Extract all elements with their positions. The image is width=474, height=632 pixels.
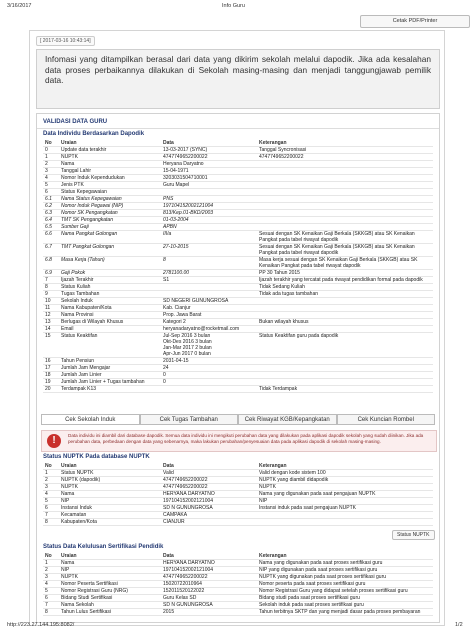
row-keterangan: Ijazah terakhir yang tercatat pada riwayat pendidikan formal pada dapodik	[257, 277, 433, 284]
row-data	[161, 291, 257, 298]
table-row	[43, 196, 433, 203]
table-row	[43, 491, 433, 498]
row-no: 3	[43, 484, 59, 491]
col-data: Data	[161, 553, 257, 560]
row-keterangan	[257, 182, 433, 189]
row-no: 4	[43, 175, 59, 182]
table-row	[43, 567, 433, 574]
row-keterangan: NUPTK yang diambil didapodik	[257, 477, 433, 484]
table-row	[43, 498, 433, 505]
row-no: 6.6	[43, 231, 59, 244]
check-tabs	[41, 414, 435, 425]
row-data: 2781100.00	[161, 270, 257, 277]
col-no: No	[43, 553, 59, 560]
row-no: 6.7	[43, 244, 59, 257]
row-data: Kategori 2	[161, 319, 257, 326]
table-row	[43, 175, 433, 182]
table-row	[43, 298, 433, 305]
row-keterangan: NUPTK yang digunakan pada saat proses sertifikasi guru	[257, 574, 433, 581]
table-row	[43, 312, 433, 319]
table-row	[43, 154, 433, 161]
row-keterangan: Sesuai dengan SK Kenaikan Gaji Berkala (SKKGB) atau SK Kenaikan Pangkat pada tabel riwayat dapodik	[257, 231, 433, 244]
alert-text: Data individu ini diambil dari database dapodik. Semua data individu ini mengikuti perubahan data yang dilakukan pada aplikasi dapodik sekolah yang sudah diinikan. Jika ada perubahan data, perbedaan dengan data yang sebenarnya, maka lakukan perubahan/penyesuaian data pada aplikasi dapodik di sekolah masing-masing.	[68, 433, 424, 444]
row-keterangan	[257, 175, 433, 182]
print-title: Info Guru	[222, 3, 245, 9]
row-keterangan: Sekolah induk pada saat proses sertifikasi guru	[257, 602, 433, 609]
row-data: PNS	[161, 196, 257, 203]
table-row	[43, 386, 433, 393]
table-row	[43, 372, 433, 379]
row-data: Guru Kelas SD	[161, 595, 257, 602]
row-uraian: Nama Pangkat Golongan	[59, 231, 161, 244]
row-data: 8	[161, 257, 257, 270]
row-data: 197104152002121004	[161, 203, 257, 210]
row-data: 3203031504710001	[161, 175, 257, 182]
row-uraian: Nama Status Kepegawaian	[59, 196, 161, 203]
table-row	[43, 609, 433, 616]
validation-box	[36, 113, 440, 623]
row-uraian: Status Keaktifan	[59, 333, 161, 358]
row-data: S1	[161, 277, 257, 284]
sertifikasi-title: Status Data Kelulusan Sertifikasi Pendidik	[43, 544, 164, 550]
row-keterangan: Nomor peserta pada saat proses sertifikasi guru	[257, 581, 433, 588]
row-keterangan	[257, 298, 433, 305]
row-uraian: NUPTK (dapodik)	[59, 477, 161, 484]
tab-cek-riwayat-kgb[interactable]: Cek Riwayat KGB/Kepangkatan	[238, 414, 337, 425]
table-row	[43, 365, 433, 372]
row-data: 152011520122022	[161, 588, 257, 595]
row-keterangan	[257, 326, 433, 333]
row-no: 11	[43, 305, 59, 312]
table-row	[43, 588, 433, 595]
row-no: 14	[43, 326, 59, 333]
row-keterangan: Nama yang digunakan pada saat pengajuan NUPTK	[257, 491, 433, 498]
warning-icon: !	[47, 434, 61, 448]
row-uraian: Terdampak K13	[59, 386, 161, 393]
row-uraian: Nama Kabupaten/Kota	[59, 305, 161, 312]
row-keterangan: Sesuai dengan SK Kenaikan Gaji Berkala (SKKGB) atau SK Kenaikan Pangkat pada tabel riwayat dapodik	[257, 244, 433, 257]
row-no: 3	[43, 168, 59, 175]
row-no: 13	[43, 319, 59, 326]
row-data: SD N GUNUNGROSA	[161, 602, 257, 609]
print-page: 1/2	[455, 622, 463, 628]
table-row	[43, 477, 433, 484]
table-row	[43, 291, 433, 298]
row-data: Valid	[161, 470, 257, 477]
row-no: 12	[43, 312, 59, 319]
row-keterangan	[257, 519, 433, 526]
table-row	[43, 358, 433, 365]
row-no: 7	[43, 602, 59, 609]
tab-cek-tugas-tambahan[interactable]: Cek Tugas Tambahan	[140, 414, 239, 425]
row-uraian: Tahun Lulus Sertifikasi	[59, 609, 161, 616]
table-row	[43, 512, 433, 519]
row-keterangan: Tahun terbitnya SKTP dan yang menjadi dasar pada proses pembayaran	[257, 609, 433, 616]
row-data: CIANJUR	[161, 519, 257, 526]
row-no: 6.2	[43, 203, 59, 210]
col-uraian: Uraian	[59, 463, 161, 470]
table-row	[43, 217, 433, 224]
row-no: 8	[43, 609, 59, 616]
info-alert	[41, 430, 437, 452]
row-keterangan: Nomor Registrasi Guru yang didapat setelah proses sertifikasi guru	[257, 588, 433, 595]
table-row	[43, 305, 433, 312]
row-data: 27-10-2015	[161, 244, 257, 257]
row-no: 8	[43, 284, 59, 291]
row-no: 6	[43, 505, 59, 512]
info-card	[29, 30, 445, 626]
table-row	[43, 210, 433, 217]
row-uraian: NUPTK	[59, 484, 161, 491]
table-row	[43, 244, 433, 257]
row-uraian: Jumlah Jam Mengajar	[59, 365, 161, 372]
table-row	[43, 189, 433, 196]
row-keterangan: 4747749652200022	[257, 154, 433, 161]
row-uraian: Sumber Gaji	[59, 224, 161, 231]
row-keterangan	[257, 196, 433, 203]
divider	[37, 128, 439, 129]
row-no: 1	[43, 470, 59, 477]
row-keterangan: Bukan wilayah khusus	[257, 319, 433, 326]
row-uraian: Status NUPTK	[59, 470, 161, 477]
row-data: 13-03-2017 (SYNC)	[161, 147, 257, 154]
row-uraian: Gaji Pokok	[59, 270, 161, 277]
row-uraian: Tugas Tambahan	[59, 291, 161, 298]
row-keterangan	[257, 379, 433, 386]
row-no: 2	[43, 477, 59, 484]
row-keterangan	[257, 217, 433, 224]
row-data: SD N GUNUNGROSA	[161, 505, 257, 512]
table-row	[43, 231, 433, 244]
validasi-title: VALIDASI DATA GURU	[43, 119, 108, 125]
row-keterangan	[257, 358, 433, 365]
table-row	[43, 277, 433, 284]
table-row	[43, 333, 433, 358]
row-keterangan: Tidak Terdampak	[257, 386, 433, 393]
row-data: CAMPAKA	[161, 512, 257, 519]
row-keterangan: NIP	[257, 498, 433, 505]
row-uraian: TMT Pangkat Golongan	[59, 244, 161, 257]
row-data: 197104152002121004	[161, 567, 257, 574]
row-no: 19	[43, 379, 59, 386]
row-no: 5	[43, 588, 59, 595]
row-uraian: Ijazah Terakhir	[59, 277, 161, 284]
row-no: 6.9	[43, 270, 59, 277]
row-keterangan	[257, 203, 433, 210]
row-keterangan	[257, 161, 433, 168]
row-data: SD NEGERI GUNUNGROSA	[161, 298, 257, 305]
row-no: 6.3	[43, 210, 59, 217]
row-keterangan: Tidak ada tugas tambahan	[257, 291, 433, 298]
row-no: 8	[43, 519, 59, 526]
row-uraian: Update data terakhir	[59, 147, 161, 154]
row-data	[161, 189, 257, 196]
row-no: 1	[43, 154, 59, 161]
row-uraian: Nomor Peserta Sertifikasi	[59, 581, 161, 588]
col-keterangan: Keterangan	[257, 553, 433, 560]
row-data: 4747749652200022	[161, 477, 257, 484]
row-uraian: Nomor SK Pengangkatan	[59, 210, 161, 217]
row-keterangan	[257, 305, 433, 312]
row-keterangan	[257, 372, 433, 379]
validasi-subtitle: Data Individu Berdasarkan Dapodik	[43, 131, 145, 137]
row-no: 5	[43, 498, 59, 505]
row-uraian: Nama Sekolah	[59, 602, 161, 609]
sertifikasi-rows	[43, 560, 433, 616]
table-row	[43, 505, 433, 512]
col-no: No	[43, 463, 59, 470]
row-data: Heryana Daryatno	[161, 161, 257, 168]
row-no: 7	[43, 512, 59, 519]
row-uraian: Tahun Pensiun	[59, 358, 161, 365]
row-keterangan	[257, 224, 433, 231]
row-uraian: Instansi Induk	[59, 505, 161, 512]
table-row	[43, 257, 433, 270]
row-data: HERYANA DARYATNO	[161, 491, 257, 498]
row-keterangan: NIP yang digunakan pada saat proses sertifikasi guru	[257, 567, 433, 574]
row-data: 2031-04-15	[161, 358, 257, 365]
table-row	[43, 595, 433, 602]
row-uraian: Kecamatan	[59, 512, 161, 519]
table-row	[43, 560, 433, 567]
row-uraian: Nama	[59, 560, 161, 567]
row-keterangan	[257, 512, 433, 519]
row-uraian: Berlugas di Wilayah Khusus	[59, 319, 161, 326]
row-keterangan: Tanggal Syncronisasi	[257, 147, 433, 154]
col-keterangan: Keterangan	[257, 140, 433, 147]
row-no: 15	[43, 333, 59, 358]
row-data: Prop. Jawa Barat	[161, 312, 257, 319]
row-data: Guru Mapel	[161, 182, 257, 189]
row-uraian: NUPTK	[59, 574, 161, 581]
sync-timestamp: [ 2017-03-16 10:43:14]	[36, 36, 95, 46]
row-data: heryanadaryatno@rocketmail.com	[161, 326, 257, 333]
col-keterangan: Keterangan	[257, 463, 433, 470]
row-keterangan: Tidak Sedang Kuliah	[257, 284, 433, 291]
row-no: 6.5	[43, 224, 59, 231]
table-row	[43, 519, 433, 526]
row-no: 9	[43, 291, 59, 298]
row-no: 5	[43, 182, 59, 189]
row-no: 10	[43, 298, 59, 305]
row-data: 813/Kep.01-BKD/2003	[161, 210, 257, 217]
row-keterangan	[257, 189, 433, 196]
table-row	[43, 284, 433, 291]
row-keterangan: NUPTK	[257, 484, 433, 491]
table-row	[43, 270, 433, 277]
row-uraian: NIP	[59, 498, 161, 505]
row-no: 1	[43, 560, 59, 567]
tab-cek-kuncian-rombel[interactable]: Cek Kuncian Rombel	[337, 414, 436, 425]
row-uraian: Jumlah Jam Linier + Tugas tambahan	[59, 379, 161, 386]
row-keterangan: Valid dengan kode sistem 100	[257, 470, 433, 477]
row-no: 20	[43, 386, 59, 393]
row-data: 24	[161, 365, 257, 372]
row-uraian: Kabupaten/Kota	[59, 519, 161, 526]
row-uraian: NIP	[59, 567, 161, 574]
print-pdf-button[interactable]: Cetak PDF/Printer	[360, 15, 470, 28]
row-data: 15-04-1971	[161, 168, 257, 175]
row-keterangan	[257, 210, 433, 217]
row-keterangan: Masa kerja sesuai dengan SK Kenaikan Gaji Berkala (SKKGB) atau SK Kenaikan Pangkat pada tabel riwayat dapodik	[257, 257, 433, 270]
notice-text: Infomasi yang ditampilkan berasal dari data yang dikirim sekolah melalui dapodik. Jika ada kesalahan data proses perbaikannya dilakukan di Sekolah masing-masing dan menjadi tanggungjawab pemilik data.	[45, 54, 431, 85]
row-data: 4747749652200022	[161, 574, 257, 581]
row-data: 01-03-2004	[161, 217, 257, 224]
row-data: 15020722010964	[161, 581, 257, 588]
table-row	[43, 147, 433, 154]
tab-cek-sekolah-induk[interactable]: Cek Sekolah Induk	[41, 414, 140, 425]
nuptk-table	[43, 463, 433, 526]
row-uraian: Masa Kerja (Tahun)	[59, 257, 161, 270]
print-url: http://223.27.144.195:8082/	[7, 622, 75, 628]
row-uraian: Nomor Induk Pegawai (NIP)	[59, 203, 161, 210]
row-data: 0	[161, 372, 257, 379]
row-uraian: TMT SK Pengangkatan	[59, 217, 161, 224]
row-data: 197104152002121004	[161, 498, 257, 505]
row-data: 0	[161, 379, 257, 386]
table-row	[43, 224, 433, 231]
col-uraian: Uraian	[59, 140, 161, 147]
row-uraian: Status Kuliah	[59, 284, 161, 291]
row-uraian: Email	[59, 326, 161, 333]
col-data: Data	[161, 463, 257, 470]
row-no: 0	[43, 147, 59, 154]
row-keterangan	[257, 168, 433, 175]
status-nuptk-button[interactable]: Status NUPTK	[392, 530, 435, 540]
table-row	[43, 379, 433, 386]
table-row	[43, 161, 433, 168]
row-data	[161, 284, 257, 291]
table-row	[43, 484, 433, 491]
table-row	[43, 581, 433, 588]
row-data: 4747749652200022	[161, 484, 257, 491]
row-no: 16	[43, 358, 59, 365]
sertifikasi-table	[43, 553, 433, 616]
row-data: 2015	[161, 609, 257, 616]
validasi-table	[43, 140, 433, 393]
row-no: 2	[43, 567, 59, 574]
row-data: Jul-Sep 2016 3 bulan Okt-Des 2016 3 bulan Jan-Mar 2017 2 bulan Apr-Jun 2017 0 bulan	[161, 333, 257, 358]
table-row	[43, 319, 433, 326]
col-uraian: Uraian	[59, 553, 161, 560]
row-no: 2	[43, 161, 59, 168]
row-no: 6.4	[43, 217, 59, 224]
row-no: 6.8	[43, 257, 59, 270]
row-uraian: Nomor Induk Kependudukan	[59, 175, 161, 182]
row-no: 6	[43, 595, 59, 602]
row-keterangan: Status Keaktifan guru pada dapodik	[257, 333, 433, 358]
validasi-rows	[43, 147, 433, 393]
row-uraian: Nomor Registrasi Guru (NRG)	[59, 588, 161, 595]
col-data: Data	[161, 140, 257, 147]
row-uraian: Sekolah Induk	[59, 298, 161, 305]
row-data: Kab. Cianjur	[161, 305, 257, 312]
print-date: 3/16/2017	[7, 3, 32, 9]
row-no: 6.1	[43, 196, 59, 203]
row-uraian: Jumlah Jam Linier	[59, 372, 161, 379]
table-row	[43, 203, 433, 210]
row-uraian: Status Kepegawaian	[59, 189, 161, 196]
col-no: No	[43, 140, 59, 147]
row-keterangan: PP 30 Tahun 2015	[257, 270, 433, 277]
row-keterangan	[257, 312, 433, 319]
row-no: 6	[43, 189, 59, 196]
row-no: 18	[43, 372, 59, 379]
row-data: 4747749652200022	[161, 154, 257, 161]
nuptk-rows	[43, 470, 433, 526]
row-uraian: Nama	[59, 161, 161, 168]
notice-panel	[36, 49, 440, 109]
row-data	[161, 386, 257, 393]
row-no: 4	[43, 581, 59, 588]
row-uraian: Jenis PTK	[59, 182, 161, 189]
table-row	[43, 326, 433, 333]
row-uraian: Tanggal Lahir	[59, 168, 161, 175]
row-keterangan	[257, 365, 433, 372]
table-row	[43, 602, 433, 609]
row-data: APBN	[161, 224, 257, 231]
row-data: III/a	[161, 231, 257, 244]
table-row	[43, 182, 433, 189]
row-uraian: Nama Provinsi	[59, 312, 161, 319]
row-uraian: NUPTK	[59, 154, 161, 161]
row-no: 17	[43, 365, 59, 372]
row-data: HERYANA DARYATNO	[161, 560, 257, 567]
table-row	[43, 168, 433, 175]
row-keterangan: Bidang studi pada saat proses sertifikasi guru	[257, 595, 433, 602]
row-uraian: Nama	[59, 491, 161, 498]
row-keterangan: Instansi induk pada saat pengajuan NUPTK	[257, 505, 433, 512]
table-row	[43, 574, 433, 581]
row-keterangan: Nama yang digunakan pada saat proses sertifikasi guru	[257, 560, 433, 567]
row-no: 4	[43, 491, 59, 498]
row-no: 3	[43, 574, 59, 581]
nuptk-title: Status NUPTK Pada database NUPTK	[43, 454, 150, 460]
row-uraian: Bidang Studi Sertifikasi	[59, 595, 161, 602]
row-no: 7	[43, 277, 59, 284]
table-row	[43, 470, 433, 477]
